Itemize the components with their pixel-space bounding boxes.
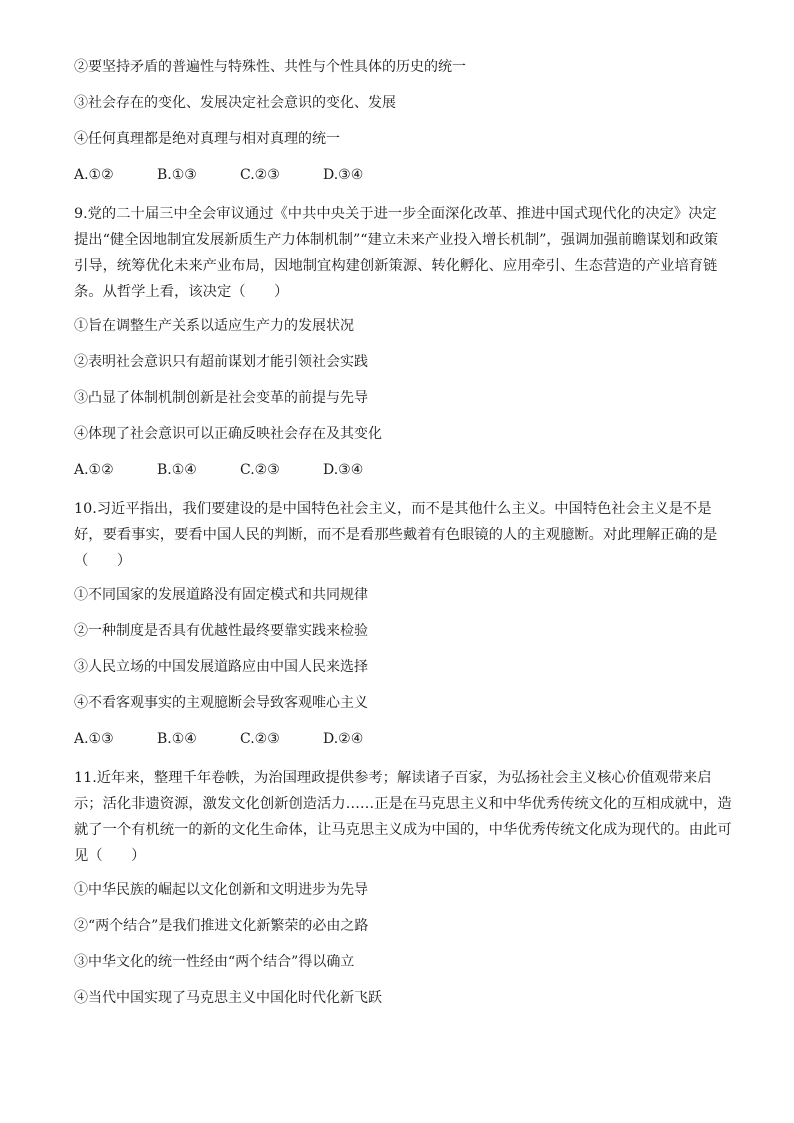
prev-statement-3: ③社会存在的变化、发展决定社会意识的变化、发展 [74, 95, 396, 111]
q9-stem [74, 201, 724, 305]
q10-choices [74, 730, 724, 748]
q9-stem-line: 9.党的二十届三中全会审议通过《中共中央关于进一步全面深化改革、推进中国式现代化的决定》决定 [74, 206, 717, 222]
choice-d: D.③④ [323, 167, 364, 183]
choice-a: A.①② [74, 462, 114, 478]
choice-b: B.①③ [157, 167, 197, 183]
q9-statement-4: ④体现了社会意识可以正确反映社会存在及其变化 [74, 426, 382, 442]
q10-statement-4: ④不看客观事实的主观臆断会导致客观唯心主义 [74, 695, 368, 711]
choice-a: A.①② [74, 167, 114, 183]
q9-choices [74, 461, 724, 479]
choice-c: C.②③ [240, 167, 280, 183]
q9-statement-2: ②表明社会意识只有超前谋划才能引领社会实践 [74, 354, 368, 370]
choice-d: D.②④ [323, 731, 364, 747]
q11-statement-1: ①中华民族的崛起以文化创新和文明进步为先导 [74, 882, 368, 898]
choice-a: A.①③ [74, 731, 114, 747]
q10-stem-line: （ ） [74, 553, 132, 569]
q11-stem-line: 见（ ） [74, 848, 146, 864]
q9-stem-line: 提出“健全因地制宜发展新质生产力体制机制”“建立未来产业投入增长机制”，强调加强前瞻谋划和政策 [74, 232, 718, 248]
q11-statement-2: ②“两个结合”是我们推进文化新繁荣的必由之路 [74, 918, 369, 934]
q11-stem-line: 就了一个有机统一的新的文化生命体，让马克思主义成为中国的，中华优秀传统文化成为现代的。由此可 [74, 822, 732, 838]
choice-c: C.②③ [240, 462, 280, 478]
choice-b: B.①④ [157, 731, 197, 747]
prev-statement-2: ②要坚持矛盾的普遍性与特殊性、共性与个性具体的历史的统一 [74, 59, 466, 75]
q11-statement-3: ③中华文化的统一性经由“两个结合”得以确立 [74, 954, 355, 970]
q11-statement-4: ④当代中国实现了马克思主义中国化时代化新飞跃 [74, 990, 382, 1006]
choice-c: C.②③ [240, 731, 280, 747]
q10-statement-1: ①不同国家的发展道路没有固定模式和共同规律 [74, 587, 368, 603]
exam-page [74, 58, 732, 1025]
prev-choices [74, 166, 724, 184]
q10-statement-3: ③人民立场的中国发展道路应由中国人民来选择 [74, 659, 368, 675]
q10-statement-2: ②一种制度是否具有优越性最终要靠实践来检验 [74, 623, 368, 639]
q11-stem [74, 765, 732, 869]
q11-stem-line: 11.近年来，整理千年卷帙，为治国理政提供参考；解读诸子百家，为弘扬社会主义核心价值观带来启 [74, 770, 712, 786]
prev-statement-4: ④任何真理都是绝对真理与相对真理的统一 [74, 131, 340, 147]
q10-stem-line: 10.习近平指出，我们要建设的是中国特色社会主义，而不是其他什么主义。中国特色社会主义是不是 [74, 501, 712, 517]
q11-stem-line: 示；活化非遗资源，激发文化创新创造活力……正是在马克思主义和中华优秀传统文化的互相成就中，造 [74, 796, 732, 812]
q9-statement-1: ①旨在调整生产关系以适应生产力的发展状况 [74, 318, 354, 334]
q9-statement-3: ③凸显了体制机制创新是社会变革的前提与先导 [74, 390, 368, 406]
choice-b: B.①④ [157, 462, 197, 478]
q9-stem-line: 条。从哲学上看，该决定（ ） [74, 284, 289, 300]
q10-stem-line: 好，要看事实，要看中国人民的判断，而不是看那些戴着有色眼镜的人的主观臆断。对此理解正确的是 [74, 527, 718, 543]
choice-d: D.③④ [323, 462, 364, 478]
q10-stem [74, 496, 724, 574]
q9-stem-line: 引导，统筹优化未来产业布局，因地制宜构建创新策源、转化孵化、应用牵引、生态营造的产业培育链 [74, 258, 718, 274]
